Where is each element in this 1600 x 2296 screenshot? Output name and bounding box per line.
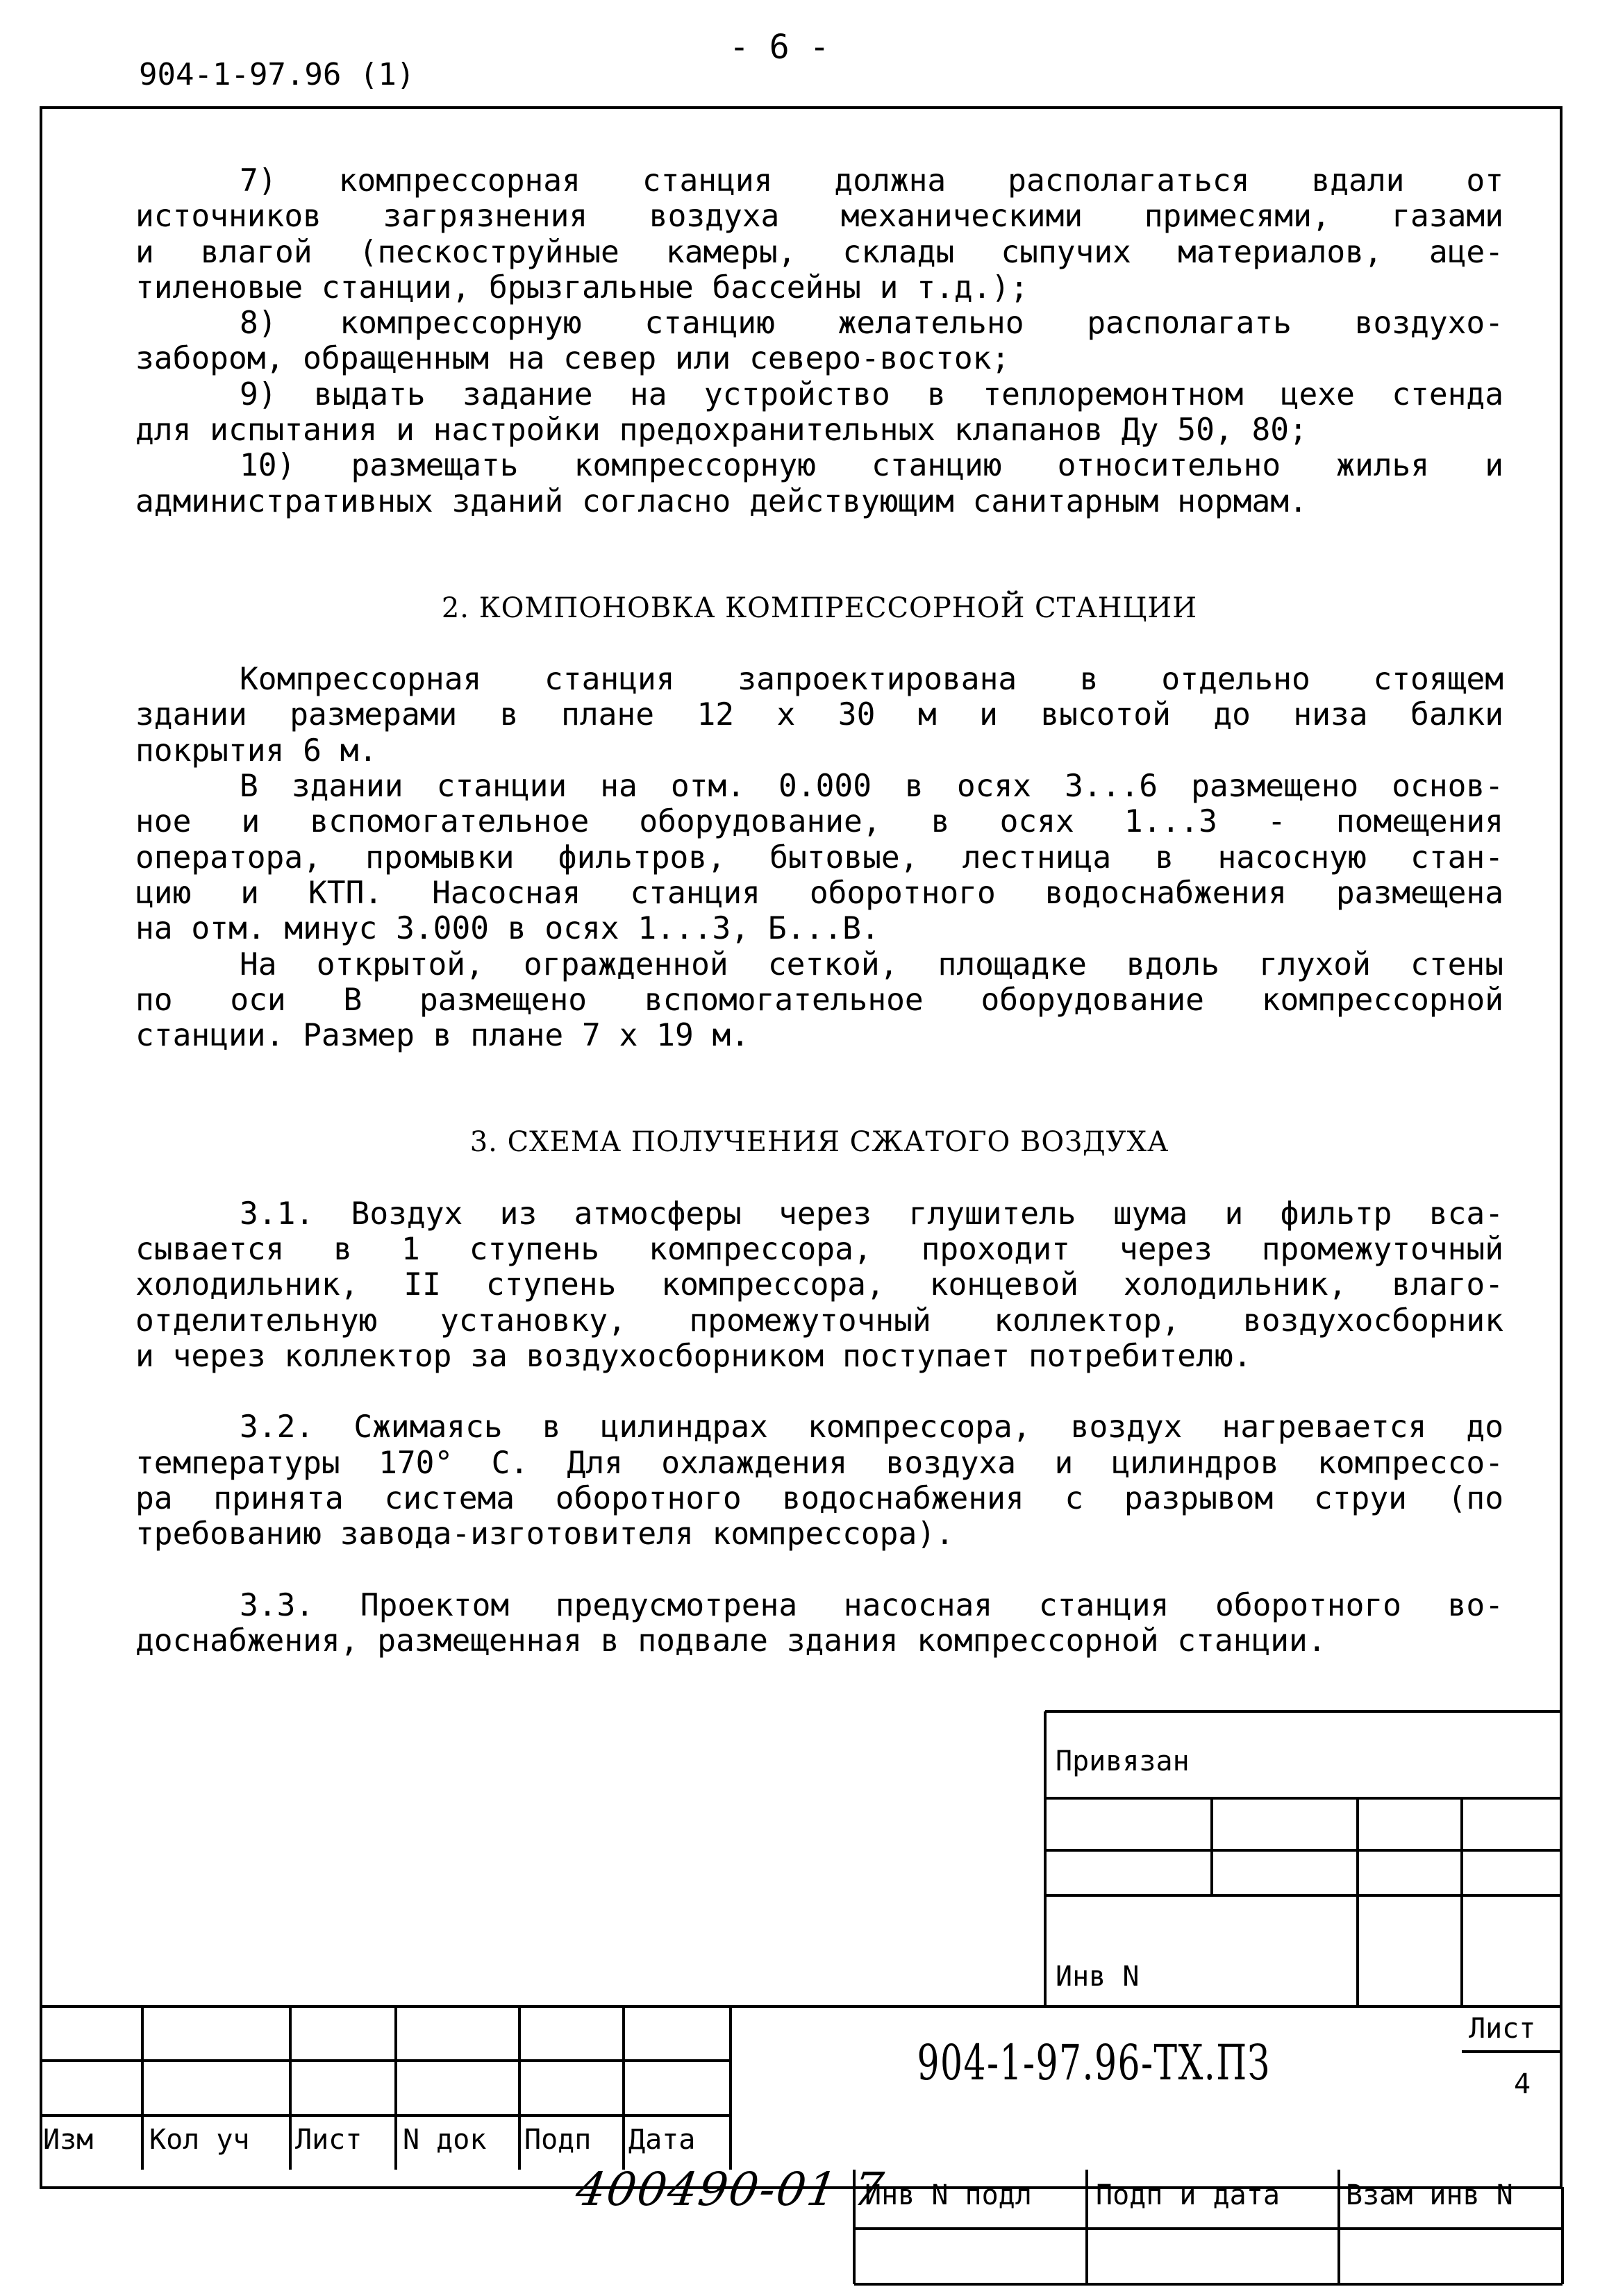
col-podp: Подп [524, 2124, 592, 2156]
text-line: и влагой (пескоструйные камеры, склады сыпучих материалов, аце- [135, 234, 1503, 270]
document-designation: 904-1-97.96-ТХ.ПЗ [917, 2034, 1271, 2091]
text-line: на отм. минус 3.000 в осях 1...3, Б...В. [135, 911, 880, 947]
text-line: 3.1. Воздух из атмосферы через глушитель шума и фильтр вса- [240, 1196, 1503, 1232]
text-line: 10) размещать компрессорную станцию относительно жилья и [240, 448, 1503, 484]
col-n-dok: N док [403, 2124, 487, 2156]
text-line: забором, обращенным на север или северо-восток; [135, 341, 1010, 377]
text-line: цию и КТП. Насосная станция оборотного водоснабжения размещена [135, 875, 1503, 911]
sheet-number: 4 [1514, 2068, 1531, 2100]
text-line: 3.3. Проектом предусмотрена насосная станция оборотного во- [240, 1587, 1503, 1623]
text-line: 3.2. Сжимаясь в цилиндрах компрессора, воздух нагревается до [240, 1409, 1503, 1446]
text-line: источников загрязнения воздуха механическими примесями, газами [135, 199, 1503, 235]
text-line: отделительную установку, промежуточный коллектор, воздухосборник [135, 1302, 1503, 1339]
text-line: холодильник, II ступень компрессора, концевой холодильник, влаго- [135, 1267, 1503, 1303]
text-line: ра принята система оборотного водоснабжения с разрывом струи (по [135, 1480, 1503, 1516]
text-line: На открытой, огражденной сеткой, площадке вдоль глухой стены [240, 946, 1503, 982]
text-line: станции. Размер в плане 7 х 19 м. [135, 1018, 750, 1054]
text-line: покрытия 6 м. [135, 732, 378, 769]
text-line: для испытания и настройки предохранительных клапанов Ду 50, 80; [135, 412, 1308, 449]
text-line: и через коллектор за воздухосборником поступает потребителю. [135, 1338, 1252, 1374]
text-line: Компрессорная станция запроектирована в отдельно стоящем [240, 662, 1503, 698]
vzam-inv-n-label: Взам инв N [1346, 2179, 1513, 2211]
text-line: требованию завода-изготовителя компрессора). [135, 1516, 954, 1552]
text-line: сывается в 1 ступень компрессора, проходит через промежуточный [135, 1231, 1503, 1267]
col-izm: Изм [43, 2124, 94, 2156]
document-code: 904-1-97.96 (1) [139, 57, 415, 92]
col-data: Дата [628, 2124, 696, 2156]
text-line: доснабжения, размещенная в подвале здания компрессорной станции. [135, 1623, 1326, 1659]
text-line: административных зданий согласно действующим санитарным нормам. [135, 483, 1308, 519]
inv-n-label: Инв N [1056, 1961, 1140, 1993]
text-line: оператора, промывки фильтров, бытовые, лестница в насосную стан- [135, 839, 1503, 875]
inv-n-podl-label: Инв N подл [865, 2179, 1032, 2211]
text-line: здании размерами в плане 12 х 30 м и высотой до низа балки [135, 697, 1503, 733]
section-2-title: 2. КОМПОНОВКА КОМПРЕССОРНОЙ СТАНЦИИ [441, 592, 1198, 624]
text-line: 8) компрессорную станцию желательно располагать воздухо- [240, 305, 1503, 342]
section-3-title: 3. СХЕМА ПОЛУЧЕНИЯ СЖАТОГО ВОЗДУХА [469, 1126, 1169, 1159]
sheet-label: Лист [1469, 2013, 1536, 2045]
privyazan-label: Привязан [1056, 1745, 1190, 1777]
text-line: тиленовые станции, брызгальные бассейны и т.д.); [135, 269, 1028, 305]
text-line: по оси В размещено вспомогательное оборудование компрессорной [135, 982, 1503, 1018]
podp-i-data-label: Подп и дата [1096, 2179, 1280, 2211]
text-line: В здании станции на отм. 0.000 в осях 3...6 размещено основ- [240, 769, 1503, 805]
col-kol-uch: Кол уч [149, 2124, 250, 2156]
text-line: температуры 170° С. Для охлаждения воздуха и цилиндров компрессо- [135, 1445, 1503, 1481]
text-line: ное и вспомогательное оборудование, в осях 1...3 - помещения [135, 804, 1503, 840]
col-list: Лист [295, 2124, 362, 2156]
page-number: - 6 - [729, 28, 830, 67]
text-line: 7) компрессорная станция должна располагаться вдали от [240, 163, 1503, 199]
handwritten-inventory-number: 400490-01 7 [572, 2163, 888, 2216]
text-line: 9) выдать задание на устройство в теплоремонтном цехе стенда [240, 376, 1503, 412]
